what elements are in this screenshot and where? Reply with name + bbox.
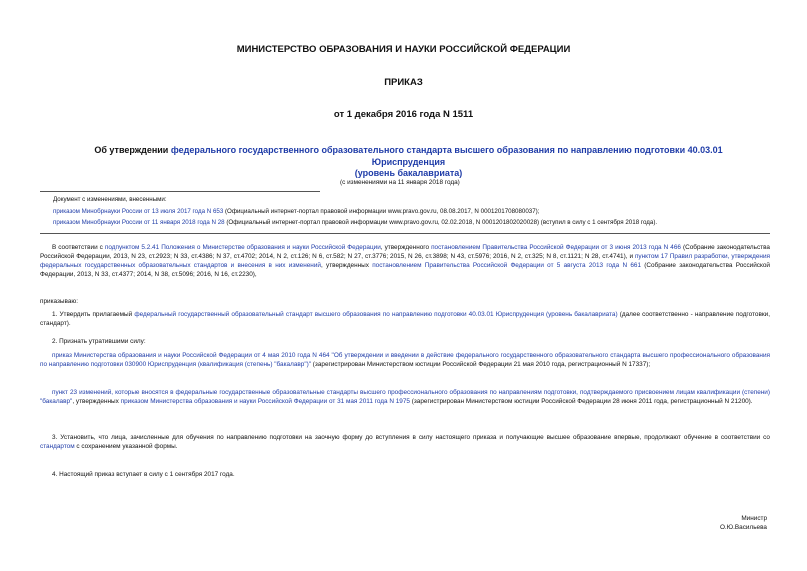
preamble-text: (Собрание законодательства Российской Федерации, 2013, N 33, ст.4377; 2014, N 38, ст.5096; 2016, N 16, ст.2230), — [40, 261, 770, 278]
order-item-3 — [40, 434, 770, 452]
amendment-item — [53, 208, 773, 216]
standard-link[interactable]: федеральный государственный образовательный стандарт высшего образования по направлению подготовки 40.03.01 Юриспруденция (уровень бакалавриата) — [134, 311, 618, 318]
preamble-link-rules[interactable]: пунктом 17 Правил разработки, утверждения федеральных государственных образовательных стандартов и внесения в них изменений — [40, 252, 770, 269]
item-text: (зарегистрирован Министерством юстиции Российской Федерации 21 мая 2010 года, регистрационный N 17337); — [311, 360, 651, 368]
amendment-text: (Официальный интернет-портал правовой информации www.pravo.gov.ru, 08.08.2017, N 0001201708080037); — [223, 208, 540, 215]
changes-note: (с изменениями на 11 января 2018 года) — [340, 179, 460, 186]
document-date-number: от 1 декабря 2016 года N 1511 — [333, 109, 474, 120]
item-text: с сохранением указанной формы. — [74, 442, 178, 450]
top-divider — [40, 191, 320, 192]
preamble-link-regulation[interactable]: подпунктом 5.2.41 Положения о Министерстве образования и науки Российской Федерации — [104, 244, 381, 251]
amendment-link-653[interactable]: приказом Минобрнауки России от 13 июля 2017 года N 653 — [53, 208, 224, 215]
repealed-order-464-link[interactable]: приказ Министерства образования и науки Российской Федерации от 4 мая 2010 года N 464 "Об утверждении и введении в действие федерального государственного образовательного стандарта высшего профессионального образования по направлению подготовки 030900 Юриспруденция (квалификация (степень) "бакалавр")" — [40, 352, 770, 368]
item-text: 1. Утвердить прилагаемый — [52, 311, 135, 318]
title-level-link[interactable]: (уровень бакалавриата) — [354, 168, 463, 178]
order-item-1 — [40, 311, 770, 329]
item-text: 3. Установить, что лица, зачисленные для обучения по направлению подготовки на заочную форму до вступления в силу настоящего приказа и получающие высшее образование впервые, продолжают обучение в соответствии со — [52, 434, 770, 441]
signature-position: Министр — [741, 515, 767, 522]
preamble-link-resolution-661[interactable]: постановлением Правительства Российской Федерации от 5 августа 2013 года N 661 — [372, 261, 641, 269]
order-item-4: 4. Настоящий приказ вступает в силу с 1 сентября 2017 года. — [52, 471, 235, 478]
document-title — [60, 145, 757, 180]
order-item-2a — [40, 352, 770, 370]
preamble-text: , утвержденных — [320, 261, 373, 269]
order-word: приказываю: — [40, 298, 78, 305]
preamble-paragraph — [40, 244, 770, 280]
bottom-divider — [40, 233, 770, 234]
order-item-2b — [40, 389, 770, 407]
preamble-text: В соответствии с — [52, 244, 105, 251]
repealed-item-23-link[interactable]: пункт 23 изменений, которые вносятся в федеральные государственные образовательные стандарты высшего профессионального образования по направлениям подготовки, подтверждаемого присвоением лицам квалификации (степени) "бакалавр" — [40, 389, 770, 405]
order-item-2: 2. Признать утратившими силу: — [52, 338, 146, 345]
item-text: , утвержденных — [72, 397, 121, 405]
title-standard-link[interactable]: федерального государственного образовательного стандарта высшего образования по направлению подготовки 40.03.01 Юриспруденция — [170, 145, 723, 167]
amendments-intro: Документ с изменениями, внесенными: — [53, 196, 167, 203]
item-text: (зарегистрирован Министерством юстиции Российской Федерации 28 июня 2011 года, регистрационный N 21200). — [409, 397, 753, 405]
signature-block — [720, 515, 767, 533]
standard-ref-link[interactable]: стандартом — [40, 442, 75, 450]
title-prefix: Об утверждении — [94, 145, 171, 155]
amendment-item — [53, 219, 773, 227]
ministry-heading: МИНИСТЕРСТВО ОБРАЗОВАНИЯ И НАУКИ РОССИЙСКОЙ ФЕДЕРАЦИИ — [236, 44, 571, 55]
document-type: ПРИКАЗ — [384, 77, 423, 88]
order-1975-link[interactable]: приказом Министерства образования и науки Российской Федерации от 31 мая 2011 года N 1975 — [120, 397, 410, 405]
signature-name: О.Ю.Васильева — [719, 523, 767, 531]
preamble-text: (Собрание законодательства Российской Федерации, 2013, N 23, ст.2923; N 33, ст.4386; N 37, ст.4702; 2014, N 2, ст.126; N 6, ст.582; N 27, ст.3776; 2015, N 26, ст.3898; N 43, ст.5976; 2016, N 2, ст.325; N 8, ст.1121; N 28, ст.4741), и — [40, 244, 770, 260]
preamble-text: , утвержденного — [380, 244, 432, 251]
item-text: (далее соответственно - направление подготовки, стандарт). — [40, 311, 770, 327]
amendments-block — [53, 196, 773, 227]
amendment-text: (Официальный интернет-портал правовой информации www.pravo.gov.ru, 02.02.2018, N 0001201802020028) (вступил в силу с 1 сентября 2018 года). — [224, 219, 658, 226]
preamble-link-resolution-466[interactable]: постановлением Правительства Российской Федерации от 3 июня 2013 года N 466 — [431, 244, 681, 251]
amendment-link-28[interactable]: приказом Минобрнауки России от 11 января 2018 года N 28 — [53, 219, 225, 226]
